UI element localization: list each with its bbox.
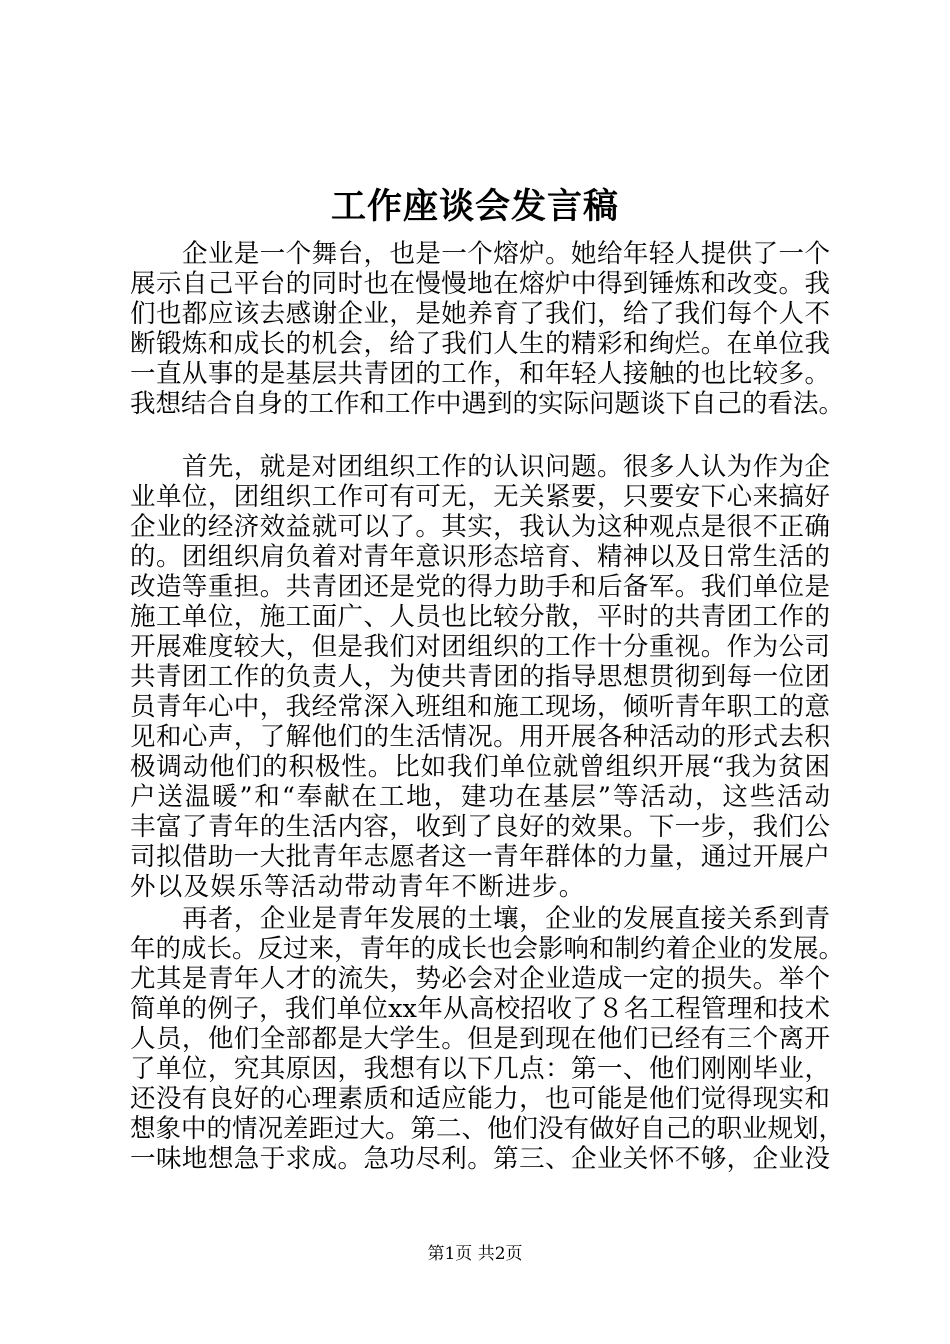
paragraph-line: 人员，他们全部都是大学生。但是到现在他们已经有三个离开 xyxy=(130,1024,830,1054)
paragraph-line: 企业是一个舞台，也是一个熔炉。她给年轻人提供了一个 xyxy=(182,239,830,269)
paragraph-line: 一味地想急于求成。急功尽利。第三、企业关怀不够，企业没 xyxy=(130,1144,830,1174)
paragraph-line: 了单位，究其原因，我想有以下几点：第一、他们刚刚毕业， xyxy=(130,1054,830,1084)
paragraph-line: 户送温暖”和“奉献在工地，建功在基层”等活动，这些活动 xyxy=(130,782,830,812)
document-title: 工作座谈会发言稿 xyxy=(330,187,619,227)
paragraph-line: 一直从事的是基层共青团的工作，和年轻人接触的也比较多。 xyxy=(130,359,830,389)
paragraph-line: 我想结合自身的工作和工作中遇到的实际问题谈下自己的看法。 xyxy=(130,389,845,419)
paragraph-line: 尤其是青年人才的流失，势必会对企业造成一定的损失。举个 xyxy=(130,964,830,994)
paragraph-line: 再者，企业是青年发展的土壤，企业的发展直接关系到青 xyxy=(182,904,830,934)
paragraph-line: 年的成长。反过来，青年的成长也会影响和制约着企业的发展。 xyxy=(130,934,845,964)
paragraph-line: 断锻炼和成长的机会，给了我们人生的精彩和绚烂。在单位我 xyxy=(130,329,830,359)
paragraph-line: 首先，就是对团组织工作的认识问题。很多人认为作为企 xyxy=(182,452,830,482)
paragraph-line: 开展难度较大，但是我们对团组织的工作十分重视。作为公司 xyxy=(130,632,830,662)
paragraph-line: 改造等重担。共青团还是党的得力助手和后备军。我们单位是 xyxy=(130,572,830,602)
paragraph-line: 的。团组织肩负着对青年意识形态培育、精神以及日常生活的 xyxy=(130,542,830,572)
paragraph-line: 见和心声，了解他们的生活情况。用开展各种活动的形式去积 xyxy=(130,722,830,752)
paragraph-line: 施工单位，施工面广、人员也比较分散，平时的共青团工作的 xyxy=(130,602,830,632)
paragraph-line: 业单位，团组织工作可有可无，无关紧要，只要安下心来搞好 xyxy=(130,482,830,512)
paragraph-line: 还没有良好的心理素质和适应能力，也可能是他们觉得现实和 xyxy=(130,1084,830,1114)
paragraph-line: 们也都应该去感谢企业，是她养育了我们，给了我们每个人不 xyxy=(130,299,830,329)
paragraph-line: 外以及娱乐等活动带动青年不断进步。 xyxy=(130,872,586,902)
paragraph-line: 想象中的情况差距过大。第二、他们没有做好自己的职业规划， xyxy=(130,1114,845,1144)
paragraph-line: 极调动他们的积极性。比如我们单位就曾组织开展“我为贫困 xyxy=(130,752,830,782)
paragraph-line: 简单的例子，我们单位xx年从高校招收了８名工程管理和技术 xyxy=(130,994,830,1024)
paragraph-line: 司拟借助一大批青年志愿者这一青年群体的力量，通过开展户 xyxy=(130,842,830,872)
paragraph-line: 丰富了青年的生活内容，收到了良好的效果。下一步，我们公 xyxy=(130,812,830,842)
paragraph-line: 企业的经济效益就可以了。其实，我认为这种观点是很不正确 xyxy=(130,512,830,542)
paragraph-line: 共青团工作的负责人，为使共青团的指导思想贯彻到每一位团 xyxy=(130,662,830,692)
paragraph-line: 员青年心中，我经常深入班组和施工现场，倾听青年职工的意 xyxy=(130,692,830,722)
page-number-footer: 第1页 共2页 xyxy=(427,1244,523,1264)
paragraph-line: 展示自己平台的同时也在慢慢地在熔炉中得到锤炼和改变。我 xyxy=(130,269,830,299)
